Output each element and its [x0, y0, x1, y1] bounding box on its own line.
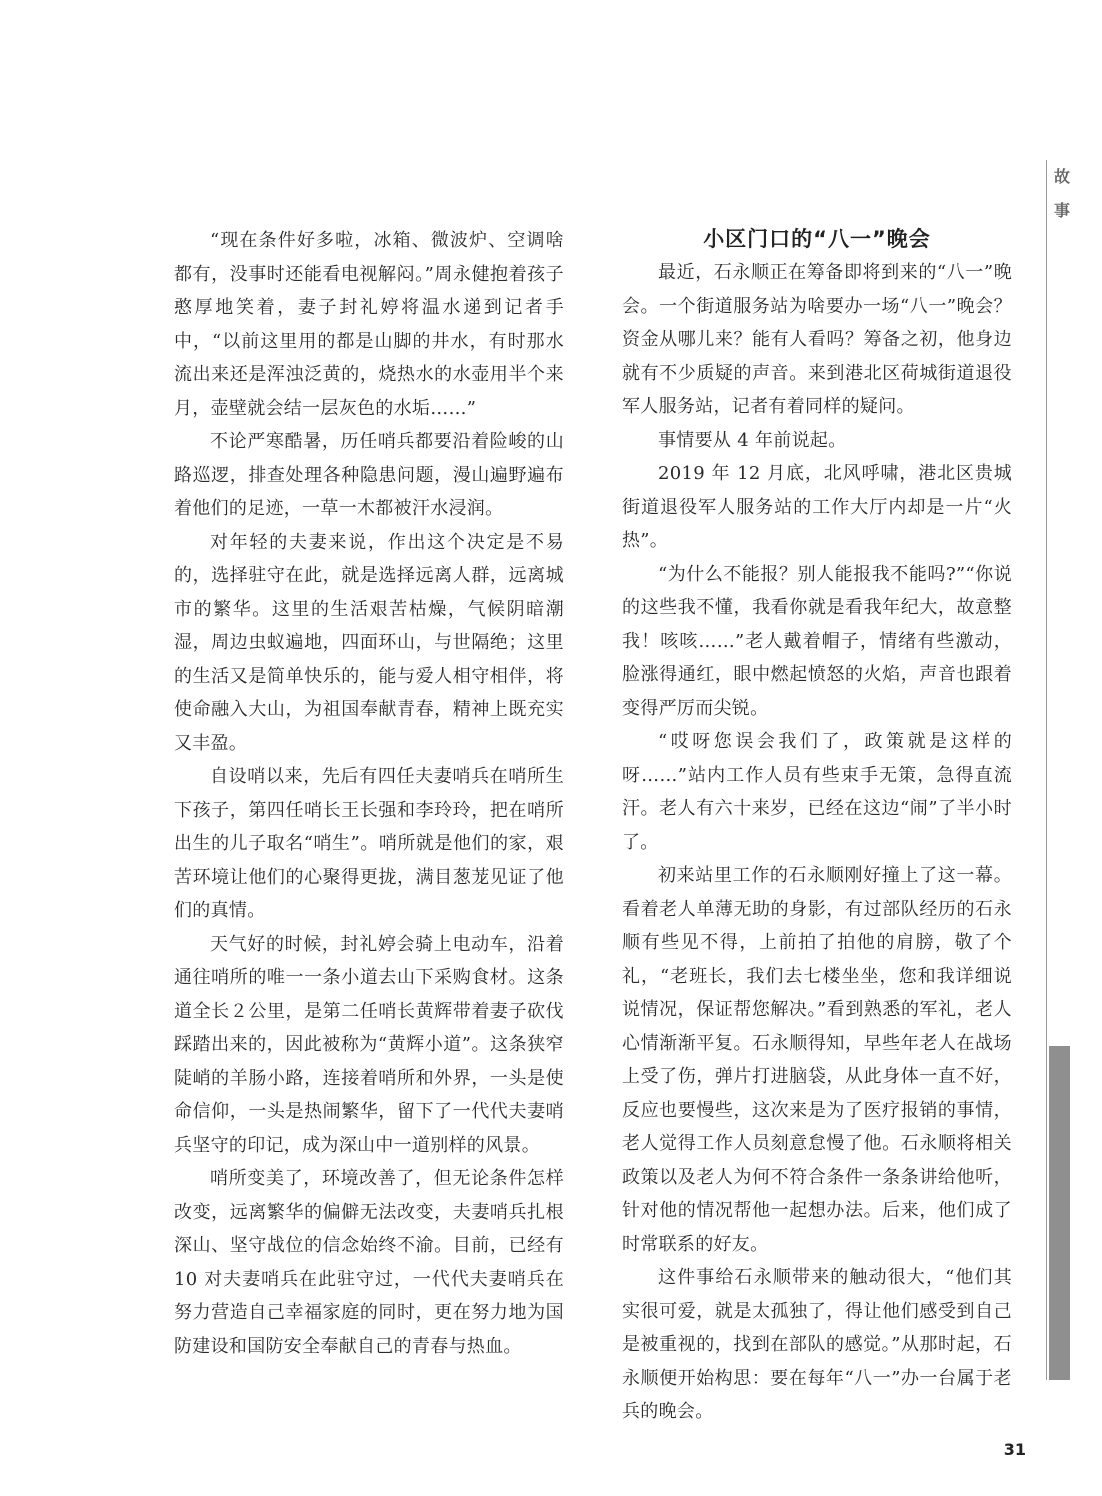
paragraph: 2019 年 12 月底，北风呼啸，港北区贵城街道退役军人服务站的工作大厅内却是一片“火热”。 [622, 463, 1012, 551]
section-label [1052, 160, 1072, 228]
paragraph: 这件事给石永顺带来的触动很大，“他们其实很可爱，就是太孤独了，得让他们感受到自己是被重视的，找到在部队的感觉。”从那时起，石永顺便开始构思：要在每年“八一”办一台属于老兵的晚会。 [622, 1267, 1012, 1422]
paragraph: 自设哨以来，先后有四任夫妻哨兵在哨所生下孩子，第四任哨长王长强和李玲玲，把在哨所出生的儿子取名“哨生”。哨所就是他们的家，艰苦环境让他们的心聚得更拢，满目葱茏见证了他们的真情。 [174, 766, 564, 921]
right-column [622, 222, 1012, 1429]
left-column [174, 224, 564, 1363]
side-divider-line [1046, 160, 1047, 1380]
section-label-char: 事 [1053, 201, 1070, 220]
page-number: 31 [1003, 1440, 1026, 1459]
paragraph: 事情要从 4 年前说起。 [658, 429, 847, 451]
paragraph: 天气好的时候，封礼婷会骑上电动车，沿着通往哨所的唯一一条小道去山下采购食材。这条道全长２公里，是第二任哨长黄辉带着妻子砍伐踩踏出来的，因此被称为“黄辉小道”。这条狭窄陡峭的羊肠小路，连接着哨所和外界，一头是使命信仰，一头是热闹繁华，留下了一代代夫妻哨兵坚守的印记，成为深山中一道别样的风景。 [174, 933, 564, 1156]
section-title: 小区门口的“八一”晚会 [703, 227, 931, 251]
paragraph: “为什么不能报？别人能报我不能吗?”“你说的这些我不懂，我看你就是看我年纪大，故意整我！咳咳……”老人戴着帽子，情绪有些激动，脸涨得通红，眼中燃起愤怒的火焰，声音也跟着变得严厉而尖锐。 [622, 563, 1012, 719]
paragraph: “现在条件好多啦，冰箱、微波炉、空调啥都有，没事时还能看电视解闷。”周永健抱着孩子憨厚地笑着，妻子封礼婷将温水递到记者手中，“以前这里用的都是山脚的井水，有时那水流出来还是浑浊泛黄的，烧热水的水壶用半个来月，壶壁就会结一层灰色的水垢……” [174, 230, 564, 419]
paragraph: 最近，石永顺正在筹备即将到来的“八一”晚会。一个街道服务站为啥要办一场“八一”晚会？资金从哪儿来？能有人看吗？筹备之初，他身边就有不少质疑的声音。来到港北区荷城街道退役军人服务站，记者有着同样的疑问。 [622, 262, 1012, 417]
paragraph: 初来站里工作的石永顺刚好撞上了这一幕。看着老人单薄无助的身影，有过部队经历的石永顺有些见不得，上前拍了拍他的肩膀，敬了个礼，“老班长，我们去七楼坐坐，您和我详细说说情况，保证帮您解决。”看到熟悉的军礼，老人心情渐渐平复。石永顺得知，早些年老人在战场上受了伤，弹片打进脑袋，从此身体一直不好，反应也要慢些，这次来是为了医疗报销的事情，老人觉得工作人员刻意怠慢了他。石永顺将相关政策以及老人为何不符合条件一条条讲给他听，针对他的情况帮他一起想办法。后来，他们成了时常联系的好友。 [622, 865, 1012, 1255]
paragraph: 对年轻的夫妻来说，作出这个决定是不易的，选择驻守在此，就是选择远离人群，远离城市的繁华。这里的生活艰苦枯燥，气候阴暗潮湿，周边虫蚁遍地，四面环山，与世隔绝；这里的生活又是简单快乐的，能与爱人相守相伴，将使命融入大山，为祖国奉献青春，精神上既充实又丰盈。 [174, 531, 564, 754]
section-label-char: 故 [1053, 167, 1070, 186]
paragraph: “哎呀您误会我们了，政策就是这样的呀……”站内工作人员有些束手无策，急得直流汗。老人有六十来岁，已经在这边“闹”了半小时了。 [622, 731, 1012, 853]
paragraph: 哨所变美了，环境改善了，但无论条件怎样改变，远离繁华的偏僻无法改变，夫妻哨兵扎根深山、坚守战位的信念始终不渝。目前，已经有10 对夫妻哨兵在此驻守过，一代代夫妻哨兵在努力营造自己幸福家庭的同时，更在努力地为国防建设和国防安全奉献自己的青春与热血。 [174, 1168, 564, 1357]
side-tab-bar [1049, 1046, 1070, 1380]
paragraph: 不论严寒酷暑，历任哨兵都要沿着险峻的山路巡逻，排查处理各种隐患问题，漫山遍野遍布着他们的足迹，一草一木都被汗水浸润。 [174, 431, 564, 519]
